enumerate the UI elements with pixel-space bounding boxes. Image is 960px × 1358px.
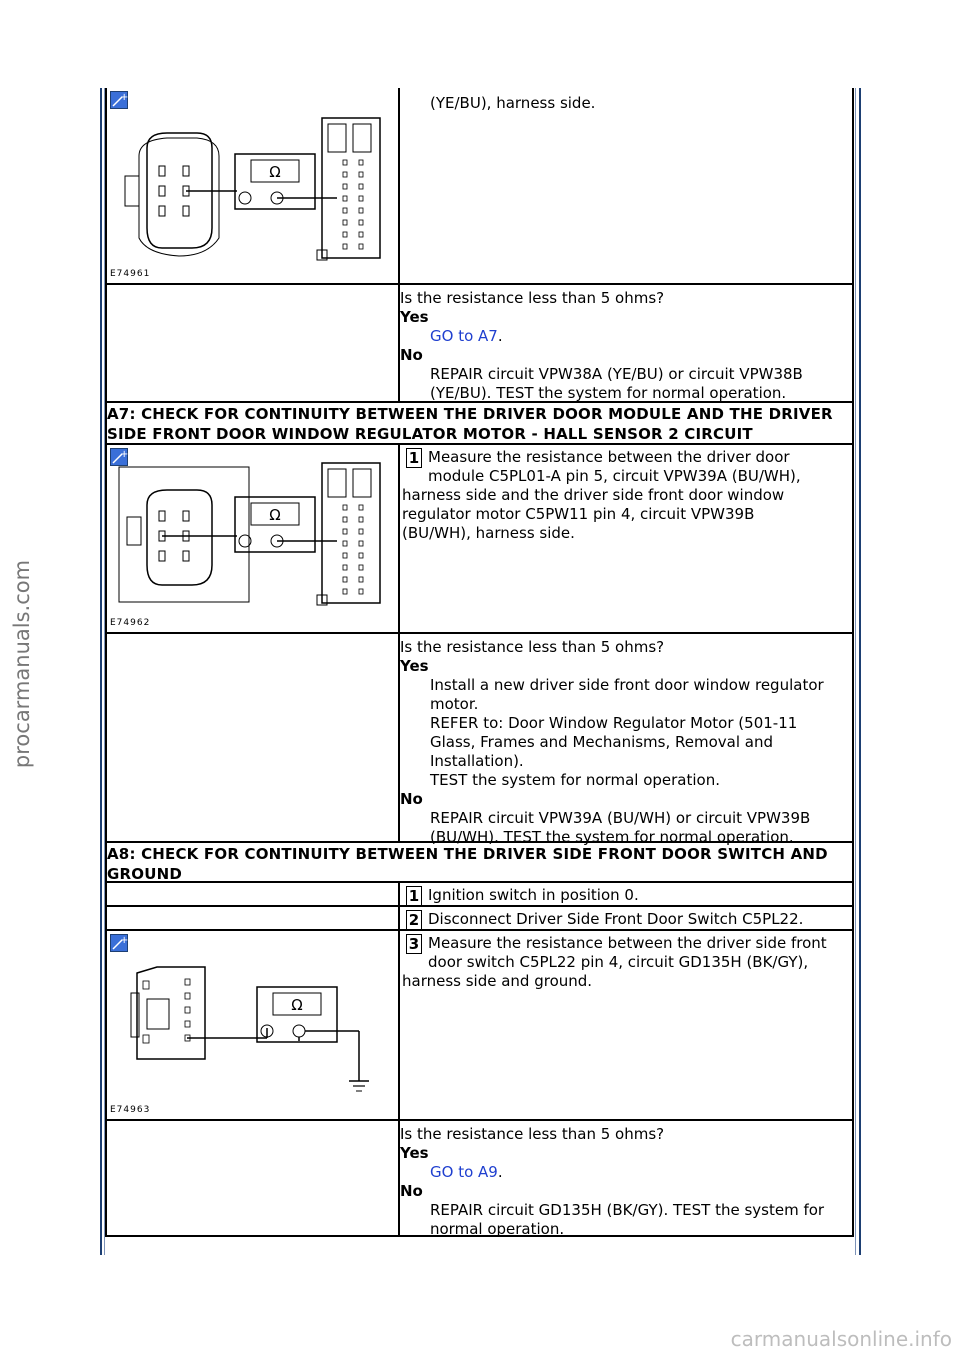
table-row xyxy=(105,88,854,285)
header-line: GROUND xyxy=(107,865,182,883)
yes-label: Yes xyxy=(400,1144,429,1162)
figure-cell xyxy=(107,931,400,1119)
instruction-cell xyxy=(400,907,852,929)
left-frame-bar xyxy=(100,88,102,1255)
step-number: 3 xyxy=(406,934,422,954)
table-row xyxy=(105,445,854,634)
instruction-text: Measure the resistance between the driver side front xyxy=(428,934,827,952)
step-number: 1 xyxy=(406,886,422,906)
instruction-text: harness side and ground. xyxy=(402,972,593,990)
section-header-a8 xyxy=(105,843,854,883)
instruction-text: regulator motor C5PW11 pin 4, circuit VPW39B xyxy=(402,505,755,523)
no-label: No xyxy=(400,1182,423,1200)
question-text: Is the resistance less than 5 ohms? xyxy=(400,289,665,307)
svg-text:+: + xyxy=(120,935,128,946)
table-row xyxy=(105,883,854,907)
instruction-text: (YE/BU), harness side. xyxy=(430,94,596,112)
no-text: (YE/BU). TEST the system for normal operation. xyxy=(430,384,787,402)
result-cell: Is the resistance less than 5 ohms? Yes GO to A7. No REPAIR circuit VPW38A (YE/BU) or circuit VPW38B (YE/BU). TEST the system for normal operation. xyxy=(400,285,852,401)
figure-label: E74961 xyxy=(110,269,151,279)
instruction-cell xyxy=(400,931,852,1119)
svg-text:+: + xyxy=(120,92,128,103)
result-cell: Is the resistance less than 5 ohms? Yes GO to A9. No REPAIR circuit GD135H (BK/GY). TEST the system for normal operation. xyxy=(400,1121,852,1235)
right-frame-line xyxy=(855,88,856,1255)
connector-diagram xyxy=(107,88,398,285)
connector-diagram xyxy=(107,445,398,634)
go-to-a9-link[interactable]: GO to A9 xyxy=(430,1163,498,1181)
table-row xyxy=(105,931,854,1121)
svg-text:Ω: Ω xyxy=(269,506,281,524)
diagnostic-table xyxy=(105,88,854,1237)
question-text: Is the resistance less than 5 ohms? xyxy=(400,1125,665,1143)
header-line: SIDE FRONT DOOR WINDOW REGULATOR MOTOR - HALL SENSOR 2 CIRCUIT xyxy=(107,425,753,443)
go-to-a7-link[interactable]: GO to A7 xyxy=(430,327,498,345)
figure-cell xyxy=(107,445,400,632)
figure-label: E74962 xyxy=(110,618,151,628)
table-row xyxy=(105,634,854,846)
svg-text:Ω: Ω xyxy=(291,996,303,1014)
no-text: normal operation. xyxy=(430,1220,565,1238)
instruction-text: Disconnect Driver Side Front Door Switch C5PL22. xyxy=(428,910,804,928)
step-number: 2 xyxy=(406,910,422,930)
instruction-cell xyxy=(400,88,852,283)
switch-ground-diagram xyxy=(107,931,398,1121)
table-row xyxy=(105,1121,854,1237)
instruction-text: Ignition switch in position 0. xyxy=(428,886,639,904)
table-row xyxy=(105,285,854,403)
right-frame-bar xyxy=(859,88,861,1255)
result-cell: Is the resistance less than 5 ohms? Yes Install a new driver side front door window regulator motor. REFER to: Door Window Regulator Motor (501-11 Glass, Frames and Mechanisms, Removal and Installation). TEST the system for normal operation. No REPAIR circuit VPW39A (BU/WH) or circuit VPW39B (BU/WH). TEST the system for normal operation. xyxy=(400,634,852,841)
yes-label: Yes xyxy=(400,308,429,326)
ohm-symbol: Ω xyxy=(269,163,281,181)
figure-label: E74963 xyxy=(110,1105,151,1115)
svg-text:+: + xyxy=(120,449,128,460)
no-text: REPAIR circuit GD135H (BK/GY). TEST the system for xyxy=(430,1201,825,1219)
instruction-text: harness side and the driver side front door window xyxy=(402,486,785,504)
instruction-text: door switch C5PL22 pin 4, circuit GD135H (BK/GY), xyxy=(428,953,809,971)
header-line: A8: CHECK FOR CONTINUITY BETWEEN THE DRIVER SIDE FRONT DOOR SWITCH AND xyxy=(107,845,828,863)
yes-label: Yes xyxy=(400,657,429,675)
step-number: 1 xyxy=(406,448,422,468)
question-text: Is the resistance less than 5 ohms? xyxy=(400,638,665,656)
figure-cell xyxy=(107,88,400,283)
no-text: REPAIR circuit VPW38A (YE/BU) or circuit VPW38B xyxy=(430,365,803,383)
no-label: No xyxy=(400,346,423,364)
table-row xyxy=(105,907,854,931)
no-label: No xyxy=(400,790,423,808)
instruction-cell xyxy=(400,883,852,905)
section-header-a7 xyxy=(105,403,854,445)
footer-watermark: carmanualsonline.info xyxy=(730,1327,952,1351)
header-line: A7: CHECK FOR CONTINUITY BETWEEN THE DRIVER DOOR MODULE AND THE DRIVER xyxy=(107,405,833,423)
instruction-text: Measure the resistance between the driver door xyxy=(428,448,790,466)
instruction-text: (BU/WH), harness side. xyxy=(402,524,575,542)
instruction-cell xyxy=(400,445,852,632)
instruction-text: module C5PL01-A pin 5, circuit VPW39A (BU/WH), xyxy=(428,467,801,485)
side-watermark: procarmanuals.com xyxy=(10,559,34,769)
